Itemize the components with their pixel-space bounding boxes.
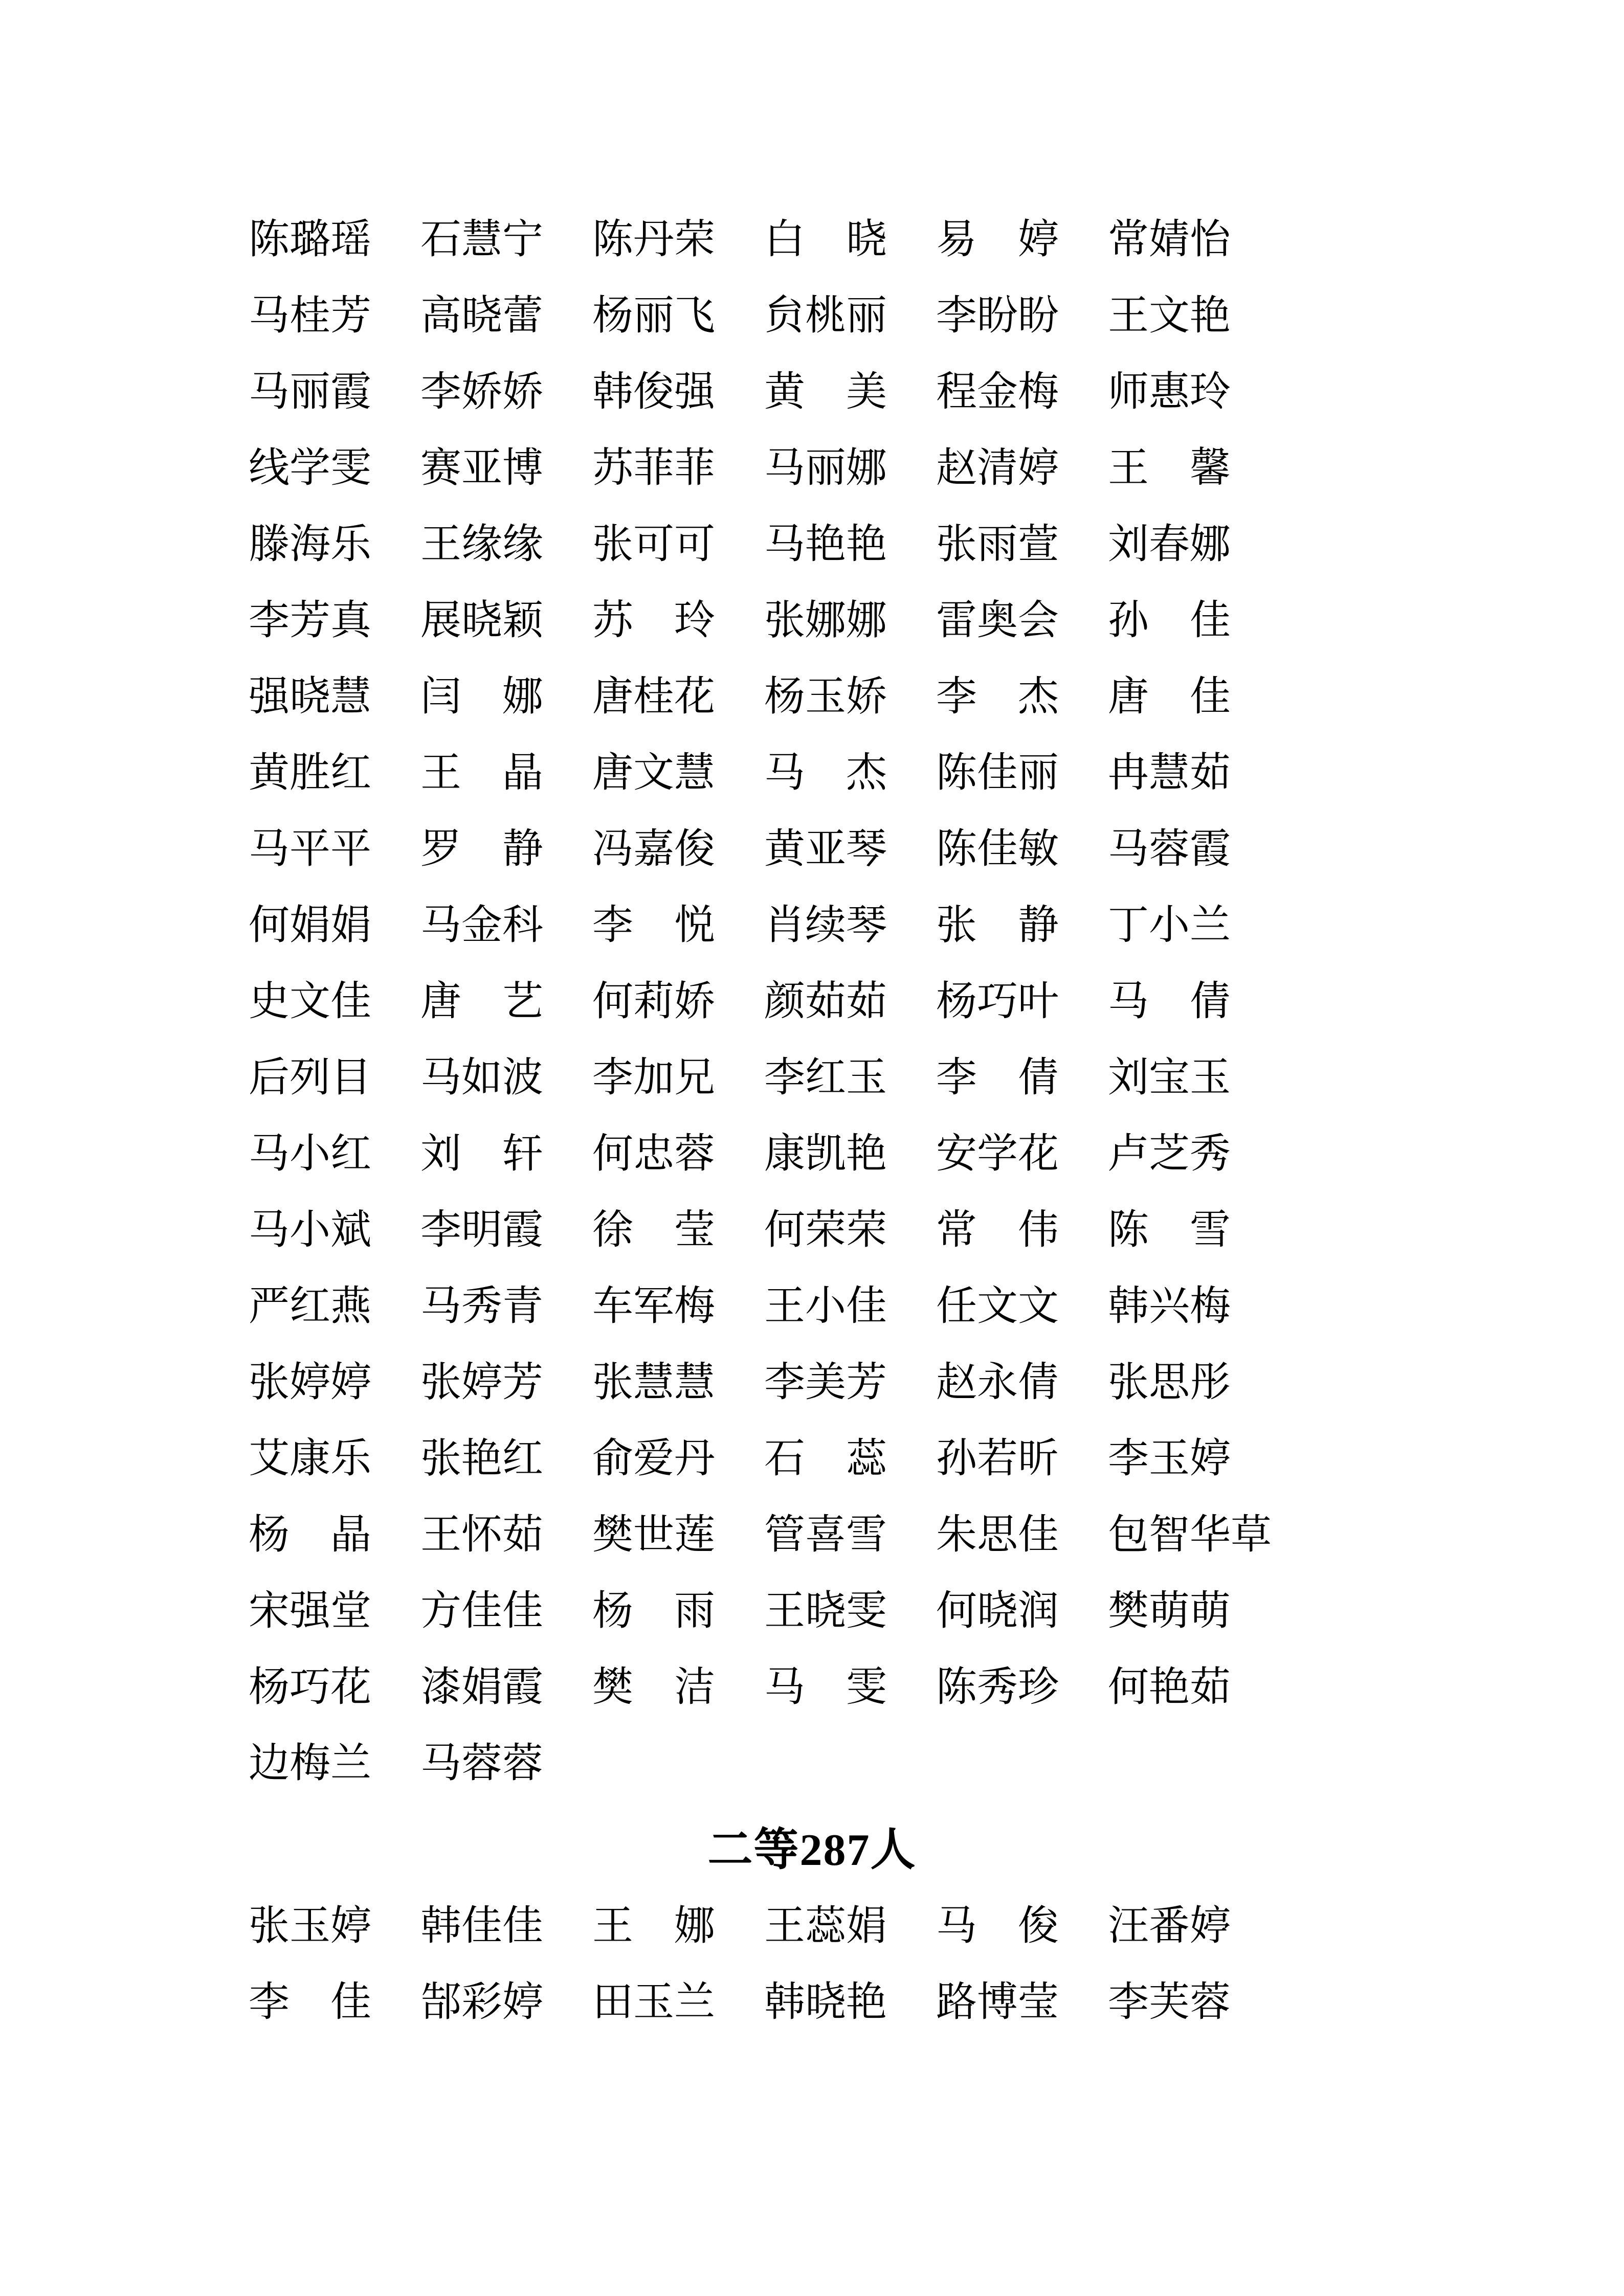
person-name: 黄亚琴 bbox=[764, 827, 887, 872]
person-name: 马丽娜 bbox=[764, 446, 887, 491]
person-name: 唐文慧 bbox=[592, 751, 715, 796]
person-name: 马秀青 bbox=[420, 1284, 543, 1329]
person-name: 刘春娜 bbox=[1108, 522, 1231, 567]
person-name: 管喜雪 bbox=[764, 1513, 887, 1558]
person-name: 唐佳 bbox=[1108, 674, 1231, 719]
name-row bbox=[249, 1345, 1624, 1421]
person-name: 杨雨 bbox=[592, 1589, 715, 1634]
person-name: 白晓 bbox=[764, 217, 887, 262]
person-name: 张思彤 bbox=[1108, 1360, 1231, 1405]
person-name: 李明霞 bbox=[420, 1208, 543, 1253]
name-row bbox=[249, 202, 1624, 278]
person-name: 杨巧花 bbox=[249, 1665, 371, 1710]
person-name: 张可可 bbox=[592, 522, 715, 567]
person-name: 张艳红 bbox=[420, 1436, 543, 1481]
name-row bbox=[249, 1192, 1624, 1269]
person-name: 韩晓艳 bbox=[764, 1980, 887, 2025]
person-name: 马蓉蓉 bbox=[420, 1741, 543, 1786]
person-name: 张慧慧 bbox=[592, 1360, 715, 1405]
person-name: 强晓慧 bbox=[249, 674, 371, 719]
person-name: 马金科 bbox=[420, 903, 543, 948]
person-name: 黄美 bbox=[764, 370, 887, 415]
name-row bbox=[249, 1040, 1624, 1116]
person-name: 马倩 bbox=[1108, 979, 1231, 1024]
person-name: 马蓉霞 bbox=[1108, 827, 1231, 872]
person-name: 苏玲 bbox=[592, 598, 715, 643]
name-row bbox=[249, 1497, 1624, 1573]
person-name: 史文佳 bbox=[249, 979, 371, 1024]
person-name: 李杰 bbox=[936, 674, 1059, 719]
person-name: 赛亚博 bbox=[420, 446, 543, 491]
person-name: 高晓蕾 bbox=[420, 294, 543, 339]
person-name: 贠桃丽 bbox=[764, 294, 887, 339]
person-name: 马桂芳 bbox=[249, 294, 371, 339]
person-name: 杨丽飞 bbox=[592, 294, 715, 339]
person-name: 俞爱丹 bbox=[592, 1436, 715, 1481]
person-name: 陈佳敏 bbox=[936, 827, 1059, 872]
person-name: 张婷芳 bbox=[420, 1360, 543, 1405]
name-row bbox=[249, 1269, 1624, 1345]
person-name: 王晓雯 bbox=[764, 1589, 887, 1634]
person-name: 陈雪 bbox=[1108, 1208, 1231, 1253]
person-name: 郜彩婷 bbox=[420, 1980, 543, 2025]
person-name: 陈秀珍 bbox=[936, 1665, 1059, 1710]
name-row bbox=[249, 659, 1624, 735]
section-heading: 二等287人 bbox=[707, 1826, 917, 1875]
person-name: 易婷 bbox=[936, 217, 1059, 262]
person-name: 卢芝秀 bbox=[1108, 1132, 1231, 1177]
person-name: 苏菲菲 bbox=[592, 446, 715, 491]
person-name: 李玉婷 bbox=[1108, 1436, 1231, 1481]
person-name: 线学雯 bbox=[249, 446, 371, 491]
person-name: 方佳佳 bbox=[420, 1589, 543, 1634]
person-name: 朱思佳 bbox=[936, 1513, 1059, 1558]
person-name: 马小红 bbox=[249, 1132, 371, 1177]
person-name: 李美芳 bbox=[764, 1360, 887, 1405]
person-name: 马艳艳 bbox=[764, 522, 887, 567]
person-name: 陈佳丽 bbox=[936, 751, 1059, 796]
person-name: 张玉婷 bbox=[249, 1904, 371, 1949]
name-row bbox=[249, 964, 1624, 1040]
person-name: 闫娜 bbox=[420, 674, 543, 719]
person-name: 刘轩 bbox=[420, 1132, 543, 1177]
person-name: 马小斌 bbox=[249, 1208, 371, 1253]
person-name: 樊洁 bbox=[592, 1665, 715, 1710]
person-name: 赵永倩 bbox=[936, 1360, 1059, 1405]
person-name: 李加兄 bbox=[592, 1055, 715, 1100]
person-name: 何莉娇 bbox=[592, 979, 715, 1024]
person-name: 孙佳 bbox=[1108, 598, 1231, 643]
person-name: 安学花 bbox=[936, 1132, 1059, 1177]
person-name: 包智华草 bbox=[1108, 1513, 1272, 1558]
person-name: 王怀茹 bbox=[420, 1513, 543, 1558]
name-row bbox=[249, 1726, 1624, 1802]
name-row bbox=[249, 1650, 1624, 1726]
person-name: 王小佳 bbox=[764, 1284, 887, 1329]
person-name: 李芙蓉 bbox=[1108, 1980, 1231, 2025]
person-name: 冯嘉俊 bbox=[592, 827, 715, 872]
person-name: 何荣荣 bbox=[764, 1208, 887, 1253]
name-row bbox=[249, 812, 1624, 888]
person-name: 石蕊 bbox=[764, 1436, 887, 1481]
names-grid-first-section bbox=[0, 202, 1624, 1802]
person-name: 程金梅 bbox=[936, 370, 1059, 415]
person-name: 师惠玲 bbox=[1108, 370, 1231, 415]
person-name: 杨晶 bbox=[249, 1513, 371, 1558]
name-row bbox=[249, 1116, 1624, 1192]
person-name: 马雯 bbox=[764, 1665, 887, 1710]
person-name: 孙若昕 bbox=[936, 1436, 1059, 1481]
person-name: 李悦 bbox=[592, 903, 715, 948]
person-name: 李芳真 bbox=[249, 598, 371, 643]
name-row bbox=[249, 354, 1624, 431]
person-name: 王蕊娟 bbox=[764, 1904, 887, 1949]
person-name: 常伟 bbox=[936, 1208, 1059, 1253]
person-name: 艾康乐 bbox=[249, 1436, 371, 1481]
person-name: 杨玉娇 bbox=[764, 674, 887, 719]
person-name: 马丽霞 bbox=[249, 370, 371, 415]
person-name: 韩佳佳 bbox=[420, 1904, 543, 1949]
person-name: 王馨 bbox=[1108, 446, 1231, 491]
person-name: 严红燕 bbox=[249, 1284, 371, 1329]
person-name: 何晓润 bbox=[936, 1589, 1059, 1634]
person-name: 车军梅 bbox=[592, 1284, 715, 1329]
person-name: 王晶 bbox=[420, 751, 543, 796]
person-name: 李红玉 bbox=[764, 1055, 887, 1100]
person-name: 何娟娟 bbox=[249, 903, 371, 948]
person-name: 何艳茹 bbox=[1108, 1665, 1231, 1710]
person-name: 张雨萱 bbox=[936, 522, 1059, 567]
person-name: 张静 bbox=[936, 903, 1059, 948]
person-name: 肖续琴 bbox=[764, 903, 887, 948]
person-name: 徐莹 bbox=[592, 1208, 715, 1253]
person-name: 陈璐瑶 bbox=[249, 217, 371, 262]
person-name: 唐艺 bbox=[420, 979, 543, 1024]
name-row bbox=[249, 278, 1624, 354]
names-grid-second-section bbox=[0, 1888, 1624, 2041]
person-name: 李娇娇 bbox=[420, 370, 543, 415]
person-name: 汪番婷 bbox=[1108, 1904, 1231, 1949]
person-name: 樊萌萌 bbox=[1108, 1589, 1231, 1634]
person-name: 丁小兰 bbox=[1108, 903, 1231, 948]
person-name: 任文文 bbox=[936, 1284, 1059, 1329]
person-name: 颜茹茹 bbox=[764, 979, 887, 1024]
name-row bbox=[249, 507, 1624, 583]
person-name: 张娜娜 bbox=[764, 598, 887, 643]
person-name: 冉慧茹 bbox=[1108, 751, 1231, 796]
person-name: 王娜 bbox=[592, 1904, 715, 1949]
person-name: 石慧宁 bbox=[420, 217, 543, 262]
person-name: 刘宝玉 bbox=[1108, 1055, 1231, 1100]
name-row bbox=[249, 888, 1624, 964]
person-name: 罗静 bbox=[420, 827, 543, 872]
person-name: 田玉兰 bbox=[592, 1980, 715, 2025]
person-name: 张婷婷 bbox=[249, 1360, 371, 1405]
person-name: 赵清婷 bbox=[936, 446, 1059, 491]
person-name: 马杰 bbox=[764, 751, 887, 796]
name-row bbox=[249, 1965, 1624, 2041]
person-name: 杨巧叶 bbox=[936, 979, 1059, 1024]
person-name: 李倩 bbox=[936, 1055, 1059, 1100]
person-name: 马俊 bbox=[936, 1904, 1059, 1949]
person-name: 韩俊强 bbox=[592, 370, 715, 415]
name-row bbox=[249, 1573, 1624, 1650]
name-row bbox=[249, 431, 1624, 507]
person-name: 边梅兰 bbox=[249, 1741, 371, 1786]
person-name: 路博莹 bbox=[936, 1980, 1059, 2025]
person-name: 韩兴梅 bbox=[1108, 1284, 1231, 1329]
person-name: 康凯艳 bbox=[764, 1132, 887, 1177]
person-name: 展晓颖 bbox=[420, 598, 543, 643]
person-name: 滕海乐 bbox=[249, 522, 371, 567]
person-name: 马平平 bbox=[249, 827, 371, 872]
name-row bbox=[249, 735, 1624, 812]
person-name: 陈丹荣 bbox=[592, 217, 715, 262]
person-name: 唐桂花 bbox=[592, 674, 715, 719]
person-name: 常婧怡 bbox=[1108, 217, 1231, 262]
name-row bbox=[249, 583, 1624, 659]
person-name: 漆娟霞 bbox=[420, 1665, 543, 1710]
person-name: 雷奥会 bbox=[936, 598, 1059, 643]
person-name: 宋强堂 bbox=[249, 1589, 371, 1634]
person-name: 李盼盼 bbox=[936, 294, 1059, 339]
person-name: 黄胜红 bbox=[249, 751, 371, 796]
name-row bbox=[249, 1421, 1624, 1497]
person-name: 李佳 bbox=[249, 1980, 371, 2025]
name-row bbox=[249, 1888, 1624, 1965]
person-name: 王缘缘 bbox=[420, 522, 543, 567]
person-name: 樊世莲 bbox=[592, 1513, 715, 1558]
person-name: 马如波 bbox=[420, 1055, 543, 1100]
person-name: 后列目 bbox=[249, 1055, 371, 1100]
person-name: 王文艳 bbox=[1108, 294, 1231, 339]
person-name: 何忠蓉 bbox=[592, 1132, 715, 1177]
